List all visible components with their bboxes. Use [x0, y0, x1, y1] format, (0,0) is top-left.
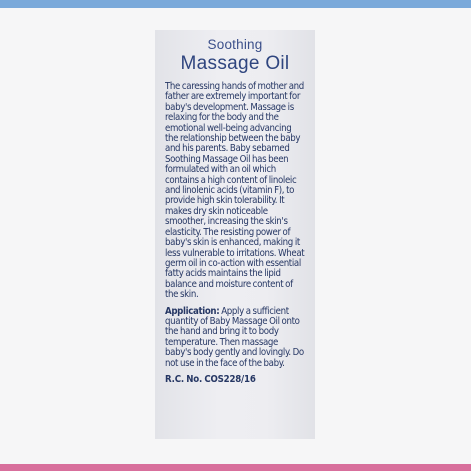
bottom-color-band — [0, 464, 471, 471]
product-subtitle: Soothing — [207, 37, 263, 52]
label-body — [165, 82, 305, 385]
application-paragraph — [165, 307, 305, 369]
top-color-band — [0, 0, 471, 8]
registration-number: R.C. No. COS228/16 — [165, 373, 256, 385]
description-text: The caressing hands of mother and father are extremely important for baby's development. Massage is relaxing for the body and the emotional well-being advancing the relationship between the baby and his parents. Baby sebamed Soothing Massage Oil has been formulated with an oil which contains a high content of linoleic and linolenic acids (vitamin F), to provide high skin tolerability. It makes dry skin noticeable smoother, increasing the skin's elasticity. The resisting power of baby's skin is enhanced, making it less vulnerable to irritations. Wheat germ oil in co-action with essential fatty acids maintains the lipid balance and moisture content of the skin. — [165, 81, 305, 301]
application-label: Application: — [165, 305, 220, 317]
application-text: Apply a sufficient quantity of Baby Massage Oil onto the hand and bring it to body temperature. Then massage baby's body gently and lovingly. Do not use in the face of the baby. — [165, 305, 304, 369]
product-label-panel — [155, 30, 315, 439]
product-title: Massage Oil — [180, 53, 290, 74]
